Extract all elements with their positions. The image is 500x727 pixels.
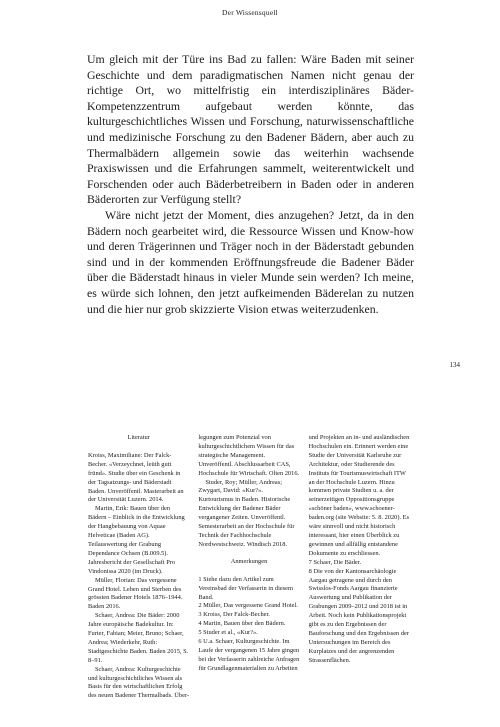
- literature-entry: Martin, Erik: Bauen über den Bädern – Einblick in die Entwicklung der Hangbebauung von Aquae Helveticae (Baden AG). Teilauswertung der Grabung Dependance Ochsen (B.009.5). Jahresbericht der Gesellschaft Pro Vindonissa 2020 (im Druck).: [88, 505, 185, 575]
- running-head: Der Wissensquell: [222, 8, 278, 17]
- note-item: 8 Die von der Kantonsarchäologie Aargau getragene und durch den Swisslos-Fonds Aargau finanzierte Auswertung und Publikation der Grabungen 2009–2012 und 2018 ist in Arbeit. Noch kein Publikationsprojekt gibt es zu den Ergebnissen der Bauforschung und den Ergebnissen der Untersuchungen im Bereich des Kurplatzes und der angrenzenden Strassenflächen.: [308, 567, 409, 664]
- literature-entry: Müller, Florian: Das vergessene Grand Hotel. Leben und Sterben des grössten Badener Hotels 1876–1944. Baden 2016.: [88, 576, 183, 611]
- literature-entry: Studer, Roy; Müller, Andreas; Zwygart, David: «Kur?». Kurtourismus in Baden. Historische Entwicklung der Badener Bäder vergangener Zeiten. Unveröffentl. Semesterarbeit an der Hochschule für Technik der Fachhochschule Nordwestschweiz. Windisch 2018.: [198, 478, 295, 548]
- footer-columns: [88, 434, 410, 701]
- notes-heading: Anmerkungen: [230, 557, 268, 565]
- note-item: 1 Siehe dazu den Artikel zum Vereinsbad der Verfasserin in diesem Band.: [198, 575, 293, 601]
- note-item: 3 Kroiss, Der Falck-Becher.: [198, 611, 270, 619]
- note-item: 7 Schaer, Die Bäder.: [308, 558, 362, 566]
- note-item: 5 Studer et al., «Kur?».: [198, 629, 258, 637]
- note-item: 4 Martin, Bauen über den Bädern.: [198, 620, 286, 628]
- literature-entry: legungen zum Potenzial von kulturgeschichtlichem Wissen für das strategische Management. Unveröffentl. Abschlussarbeit CAS, Hochschule für Wirtschaft. Olten 2016.: [198, 434, 300, 477]
- literature-notes-column: [198, 434, 299, 701]
- page-number: 134: [449, 361, 460, 369]
- note-item: und Projekten an in- und ausländischen Hochschulen ein. Erinnert werden eine Studie der Universität Karlsruhe zur Architektur, oder Studierende des Instituts für Tourismuswirtschaft ITW an der Hochschule Luzern. Hinzu kommen private Studien u. a. der seinerzeitigen Oppositionsgruppe «schöner baden», www.schoener-baden.org (site Website: 5. 8. 2020). Es wäre sinnvoll und nicht historisch interessant, hier einen Überblick zu gewinnen und allfällig entstandene Dokumente zu erschliessen.: [308, 434, 410, 557]
- literature-column: [88, 434, 189, 701]
- note-item: 2 Müller, Das vergessene Grand Hotel.: [198, 602, 298, 610]
- literature-entry: Schaer, Andrea: Kulturgeschichte und kulturgeschichtliches Wissen als Basis für den wirtschaftlichen Erfolg des neuen Badener Thermalbads. Über-: [88, 665, 190, 700]
- main-text: [87, 52, 414, 317]
- literature-entry: Schaer, Andrea: Die Bäder: 2000 Jahre europäische Badekultur. In: Furter, Fabian; Meier, Bruno; Schaer, Andrea; Wiederkehr, Ruth: Stadtgeschichte Baden. Baden 2015, S. 8–91.: [88, 612, 189, 664]
- note-item: 6 U.a. Schaer, Kulturgeschichte. Im Laufe der vergangenen 15 Jahre gingen bei der Verfasserin zahlreiche Anfragen für Grundlagenmaterialien zu Arbeiten: [198, 638, 300, 672]
- main-paragraph: Um gleich mit der Türe ins Bad zu fallen: Wäre Baden mit seiner Geschichte und dem paradigmatischen Namen nicht genau der richtige Ort, wo mittelfristig ein interdisziplinäres Bäder-Kompetenzzentrum aufgebaut werden könnte, das kulturgeschichtliches Wissen und Forschung, naturwissenschaftliche und medizinische Forschung zu den Badener Bädern, aber auch zu Thermalbädern allgemein sowie das weiterhin wachsende Praxiswissen und die Erfahrungen sammelt, weiterentwickelt und Forschenden oder auch Bäderbetreibern in Baden oder in anderen Bäderorten zur Verfügung stellt?: [87, 52, 414, 207]
- literature-heading: Literatur: [127, 434, 150, 441]
- notes-column: [309, 434, 410, 701]
- literature-entry: Kroiss, Maximiliane: Der Falck-Becher. «Verzeychnet, leüth gutt fründ». Studie über ein Geschenk in der Tagsatzungs- und Bäderstadt Baden. Unveröffentl. Masterarbeit an der Universität Luzern. 2014.: [88, 451, 184, 504]
- main-paragraph: Wäre nicht jetzt der Moment, dies anzugehen? Jetzt, da in den Bädern noch gearbeitet wird, die Ressource Wissen und Know-how und deren Trägerinnen und Träger noch in der Bäderstadt gebunden sind und in der kommenden Eröffnungsfreude die Badener Bäder über die Bäderstadt hinaus in vieler Munde sein werden? Ich meine, es würde sich lohnen, den jetzt aufkeimenden Bäderelan zu nutzen und die hier nur grob skizzierte Vision etwas weiterzudenken.: [87, 207, 414, 316]
